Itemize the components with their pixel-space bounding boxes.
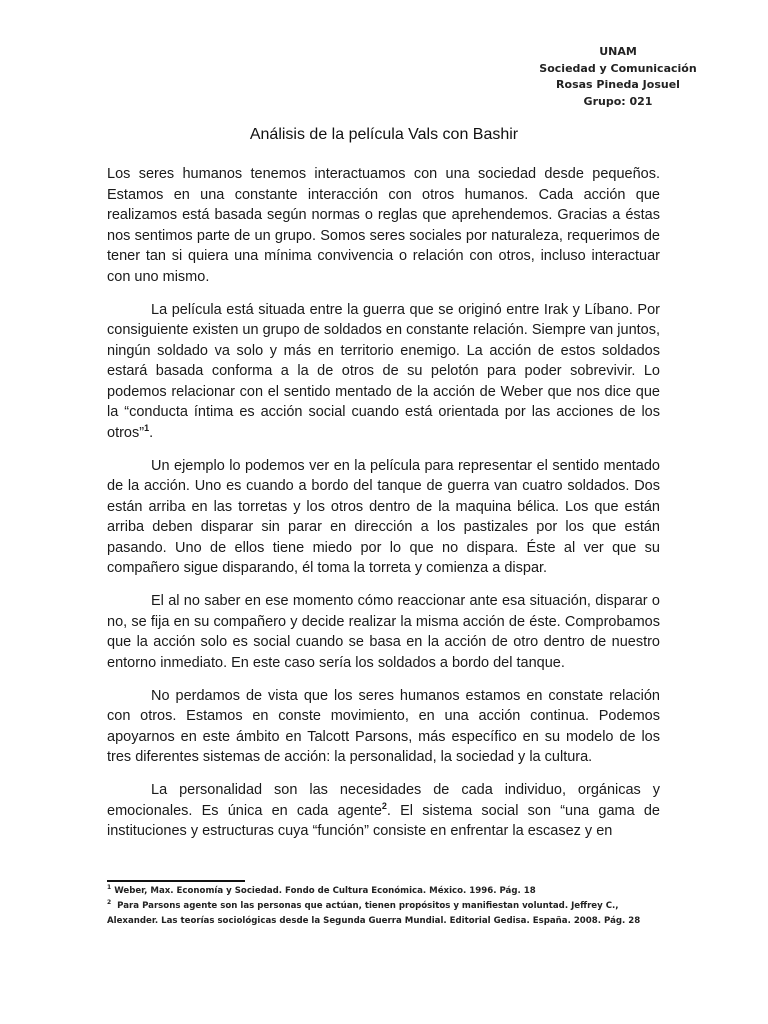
- paragraph-2-end: .: [149, 424, 154, 441]
- paragraph-1: Los seres humanos tenemos interactuamos con una sociedad desde pequeños. Estamos en una constante interacción con otros humanos. Cada acción que realizamos está basada según normas o reglas que aprehendemos. Gracias a éstas nos sentimos parte de un grupo. Somos seres sociales por naturaleza, requerimos de tener tan si quiera una mínima convivencia o relación con otros, incluso interactuar con uno mismo.: [107, 166, 660, 285]
- paragraph-2: [107, 300, 660, 444]
- footnote-1-mark: 1: [107, 884, 112, 892]
- footnote-1: [107, 884, 663, 899]
- footnotes-block: [107, 884, 663, 929]
- document-title: Análisis de la película Vals con Bashir: [249, 126, 519, 143]
- paragraph-2-text: La película está situada entre la guerra que se originó entre Irak y Líbano. Por consiguiente existen un grupo de soldados en constante relación. Siempre van juntos, ningún soldado va solo y más en territorio enemigo. La acción de estos soldados estará basada conforma a la de otros de su pelotón para poder sobrevivir. Lo podemos relacionar con el sentido mentado de la acción de Weber que nos dice que la “conducta íntima es acción social cuando está orientada por las acciones de los otros”: [107, 301, 660, 441]
- paragraph-6-text-b: . El sistema social son “una gama de instituciones y estructuras cuya “función” consiste en enfrentar la escasez y en: [107, 802, 661, 839]
- footnote-ref-1: 1: [144, 422, 150, 433]
- header-block: [518, 44, 718, 110]
- footnote-2-text: Para Parsons agente son las personas que actúan, tienen propósitos y manifiestan voluntad. Jeffrey C., Alexander. Las teorías sociológicas desde la Segunda Guerra Mundial. Editorial Gedisa. España. 2008. Pág. 28: [107, 901, 641, 926]
- paragraph-4: El al no saber en ese momento cómo reaccionar ante esa situación, disparar o no, se fija en su compañero y decide realizar la misma acción de éste. Comprobamos que la acción solo es social cuando se basa en la acción de otro dentro de nuestro entorno inmediato. En este caso sería los soldados a bordo del tanque.: [107, 593, 660, 671]
- paragraph-6-text-a: La personalidad son las necesidades de cada individuo, orgánicas y emocionales. Es única en cada agente: [107, 782, 660, 819]
- paragraph-3: Un ejemplo lo podemos ver en la película para representar el sentido mentado de la acción. Uno es cuando a bordo del tanque de guerra van cuatro soldados. Dos están arriba en las torretas y los otros dentro de la maquina bélica. Los que están arriba deben disparar sin parar en dirección a los pastizales por los que están pasando. Uno de ellos tiene miedo por lo que no dispara. Éste al ver que su compañero sigue disparando, él toma la torreta y comienza a dispar.: [107, 457, 660, 576]
- footnote-2: [107, 899, 663, 929]
- footnote-1-text: Weber, Max. Economía y Sociedad. Fondo de Cultura Económica. México. 1996. Pág. 18: [114, 886, 536, 896]
- header-group: Grupo: 021: [583, 94, 653, 108]
- header-institution: UNAM: [599, 45, 637, 58]
- header-author: Rosas Pineda Josuel: [556, 78, 680, 91]
- footnote-ref-2: 2: [381, 800, 387, 811]
- paragraph-5: No perdamos de vista que los seres humanos estamos en constate relación con otros. Estamos en conste movimiento, en una acción continua. Podemos apoyarnos en este ámbito en Talcott Parsons, más específico en su modelo de los tres diferentes sistemas de acción: la personalidad, la sociedad y la cultura.: [107, 687, 660, 765]
- document-body: [107, 164, 660, 854]
- paragraph-6: [107, 780, 660, 842]
- footnote-2-mark: 2: [107, 899, 112, 907]
- header-course: Sociedad y Comunicación: [539, 61, 697, 75]
- footnote-separator: [107, 880, 245, 882]
